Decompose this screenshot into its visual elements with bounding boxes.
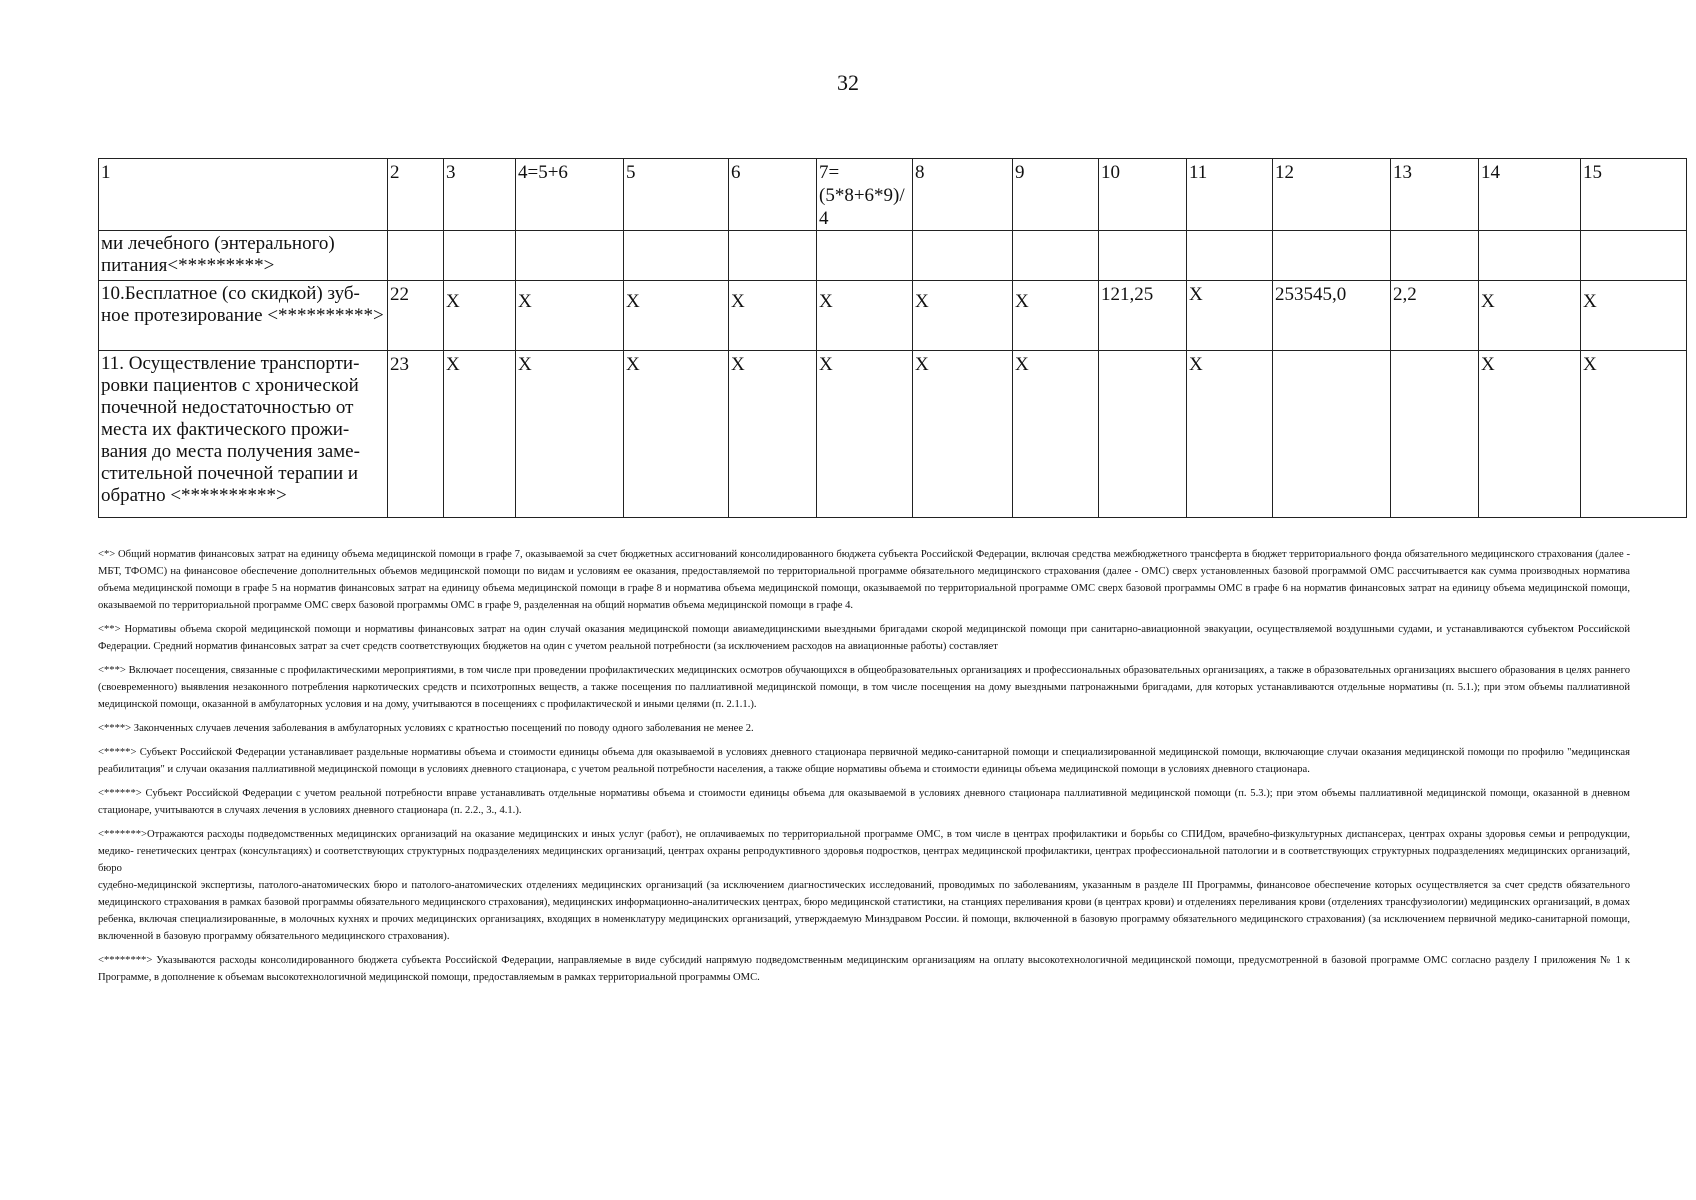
table-cell: X — [444, 281, 516, 351]
table-cell — [817, 231, 913, 281]
table-cell — [624, 231, 729, 281]
table-cell: X — [516, 281, 624, 351]
table-cell: X — [1581, 351, 1687, 518]
table-cell: X — [1479, 281, 1581, 351]
footnote: <**> Нормативы объема скорой медицинской помощи и нормативы финансовых затрат на один случай оказания медицинской помощи авиамедицинскими выездными бригадами скорой медицинской помощи при санитарно-авиационной эвакуации, осуществляемой воздушными судами, и устанавливаются субъектом Российской Федерации. Средний норматив финансовых затрат за счет средств соответствующих бюджетов на один с учетом реальной потребности (за исключением расходов на авиационные работы) составляет — [98, 624, 1630, 652]
table-cell — [1013, 231, 1099, 281]
table-cell — [1273, 351, 1391, 518]
footnote: судебно-медицинской экспертизы, патолого-анатомических бюро и патолого-анатомических отделениях медицинских организаций (за исключением диагностических исследований, проводимых по заболеваниям, указанным в разделе III Программы, финансовое обеспечение которых осуществляется за счет средств обязательного медицинского страхования в рамках базовой программы обязательного медицинского страхования), медицинских информационно-аналитических центрах, бюро медицинской статистики, на станциях переливания крови (в центрах крови) и отделениях переливания крови (отделениях трансфузиологии) медицинских организаций, в домах ребенка, включая специализированные, в молочных кухнях и прочих медицинских организациях, входящих в номенклатуру медицинских организаций, утверждаемую Минздравом России. й помощи, включенной в базовую программу обязательного медицинского страхования) (за исключением первичной медико-санитарной помощи, включенной в базовую программу обязательного медицинского страхования). — [98, 880, 1630, 942]
header-cell: 9 — [1013, 159, 1099, 231]
footnote: <******> Субъект Российской Федерации с учетом реальной потребности вправе устанавливать отдельные нормативы объема и стоимости единицы объема для оказываемой в условиях дневного стационара паллиативной медицинской помощи (п. 5.3.); при этом объемы паллиативной медицинской помощи, оказанной в дневном стационаре, учитываются в случаях лечения в условиях дневного стационара (п. 2.2., 3., 4.1.). — [98, 788, 1630, 816]
table-cell — [913, 231, 1013, 281]
table-cell: X — [444, 351, 516, 518]
header-cell: 11 — [1187, 159, 1273, 231]
footnote: <*****> Субъект Российской Федерации устанавливает раздельные нормативы объема и стоимости единицы объема для оказываемой в условиях дневного стационара первичной медико-санитарной помощи и специализированной медицинской помощи, включающие случаи оказания медицинской помощи по профилю "медицинская реабилитация" и случаи оказания паллиативной медицинской помощи в условиях дневного стационара, с учетом реальной потребности населения, а также общие нормативы объема и стоимости единицы объема медицинской помощи в условиях дневного стационара. — [98, 747, 1630, 775]
table-cell — [1187, 231, 1273, 281]
table-cell — [1479, 231, 1581, 281]
page-number: 32 — [837, 70, 859, 95]
footnote: <********> Указываются расходы консолидированного бюджета субъекта Российской Федерации, направляемые в виде субсидий напрямую подведомственным медицинским организациям на оплату высокотехнологичной медицинской помощи, предусмотренной в базовой программе ОМС согласно разделу I приложения № 1 к Программе, в дополнение к объемам высокотехнологичной медицинской помощи, предоставляемым в рамках территориальной программы ОМС. — [98, 955, 1630, 983]
header-cell: 3 — [444, 159, 516, 231]
table-cell: 2,2 — [1391, 281, 1479, 351]
header-cell: 2 — [388, 159, 444, 231]
header-cell: 6 — [729, 159, 817, 231]
table-cell: 121,25 — [1099, 281, 1187, 351]
table-cell: X — [1581, 281, 1687, 351]
header-cell: 10 — [1099, 159, 1187, 231]
table-cell — [1099, 231, 1187, 281]
row-name-cell: ми лечебного (энтерального) питания<*********> — [99, 231, 388, 281]
footnotes — [98, 546, 1630, 993]
table-cell: X — [729, 281, 817, 351]
row-name-cell: 11. Осуществление транспорти-ровки пациентов с хронической почечной недостаточностью от места их фактического прожи-вания до места получения заме-стительной почечной терапии и обратно <**********> — [99, 351, 388, 518]
header-cell: 1 — [99, 159, 388, 231]
table-cell — [444, 231, 516, 281]
table-cell: X — [624, 281, 729, 351]
table-row — [99, 281, 1687, 351]
table-cell — [1273, 231, 1391, 281]
table-row — [99, 231, 1687, 281]
table-cell: 253545,0 — [1273, 281, 1391, 351]
table-cell: X — [1013, 351, 1099, 518]
table-cell: X — [729, 351, 817, 518]
table-cell: X — [913, 281, 1013, 351]
table-row — [99, 351, 1687, 518]
table-cell: X — [624, 351, 729, 518]
header-cell: 5 — [624, 159, 729, 231]
header-cell: 14 — [1479, 159, 1581, 231]
table-cell — [388, 231, 444, 281]
header-cell: 8 — [913, 159, 1013, 231]
table-cell — [1099, 351, 1187, 518]
table-cell: 23 — [388, 351, 444, 518]
header-cell: 13 — [1391, 159, 1479, 231]
table-cell: X — [516, 351, 624, 518]
footnote: <***> Включает посещения, связанные с профилактическими мероприятиями, в том числе при проведении профилактических медицинских осмотров обучающихся в общеобразовательных организациях и профессиональных образовательных организациях, а также в образовательных организациях высшего образования в целях раннего (своевременного) выявления незаконного потребления наркотических средств и психотропных веществ, а также посещения по паллиативной медицинской помощи, в том числе посещения на дому выездными патронажными бригадами, для которых устанавливаются отдельные нормативы (п. 5.1.); при этом объемы паллиативной медицинской помощи, оказанной в амбулаторных условия и на дому, учитываются в посещениях с профилактической и иными целями (п. 2.1.1.). — [98, 665, 1630, 710]
table-cell: X — [817, 351, 913, 518]
row-name-cell: 10.Бесплатное (со скидкой) зуб-ное протезирование <**********> — [99, 281, 388, 351]
table-cell — [729, 231, 817, 281]
table-cell — [1391, 351, 1479, 518]
header-row — [99, 159, 1687, 231]
header-cell: 4=5+6 — [516, 159, 624, 231]
footnote: <*> Общий норматив финансовых затрат на единицу объема медицинской помощи в графе 7, оказываемой за счет бюджетных ассигнований консолидированного бюджета субъекта Российской Федерации, включая средства межбюджетного трансферта в бюджет территориального фонда обязательного медицинского страхования (далее - МБТ, ТФОМС) на финансовое обеспечение дополнительных объемов медицинской помощи по видам и условиям ее оказания, предоставляемой по территориальной программе обязательного медицинского страхования (далее - ОМС) сверх установленных базовой программой ОМС рассчитывается как сумма производных норматива объема медицинской помощи в графе 5 на норматив финансовых затрат на единицу объема медицинской помощи в графе 8 и норматива объема медицинской помощи, оказываемой по территориальной программе ОМС сверх базовой программы ОМС в графе 6 на норматив финансовых затрат на единицу объема медицинской помощи, оказываемой по территориальной программе ОМС сверх базовой программы ОМС в графе 9, разделенная на общий норматив объема медицинской помощи в графе 4. — [98, 549, 1630, 611]
header-cell: 7=(5*8+6*9)/4 — [817, 159, 913, 231]
table-cell — [516, 231, 624, 281]
footnote: <****> Законченных случаев лечения заболевания в амбулаторных условиях с кратностью посещений по поводу одного заболевания не менее 2. — [98, 723, 754, 734]
table-cell: X — [1187, 351, 1273, 518]
table-cell: X — [1479, 351, 1581, 518]
table-cell — [1581, 231, 1687, 281]
footnote: <*******>Отражаются расходы подведомственных медицинских организаций на оказание медицинских и иных услуг (работ), не оплачиваемых по территориальной программе ОМС, в том числе в центрах профилактики и борьбы со СПИДом, врачебно-физкультурных диспансерах, центрах охраны здоровья семьи и репродукции, медико- генетических центрах (консультациях) и соответствующих структурных подразделениях медицинских организаций, центрах охраны репродуктивного здоровья подростков, центрах медицинской профилактики, центрах профессиональной патологии и в соответствующих структурных подразделениях медицинских организаций, бюро — [98, 829, 1630, 874]
header-cell: 12 — [1273, 159, 1391, 231]
table-cell: 22 — [388, 281, 444, 351]
table-cell: X — [817, 281, 913, 351]
norms-table — [98, 158, 1687, 518]
header-cell: 15 — [1581, 159, 1687, 231]
table-cell: X — [1187, 281, 1273, 351]
table-cell: X — [913, 351, 1013, 518]
table-cell — [1391, 231, 1479, 281]
table-cell: X — [1013, 281, 1099, 351]
